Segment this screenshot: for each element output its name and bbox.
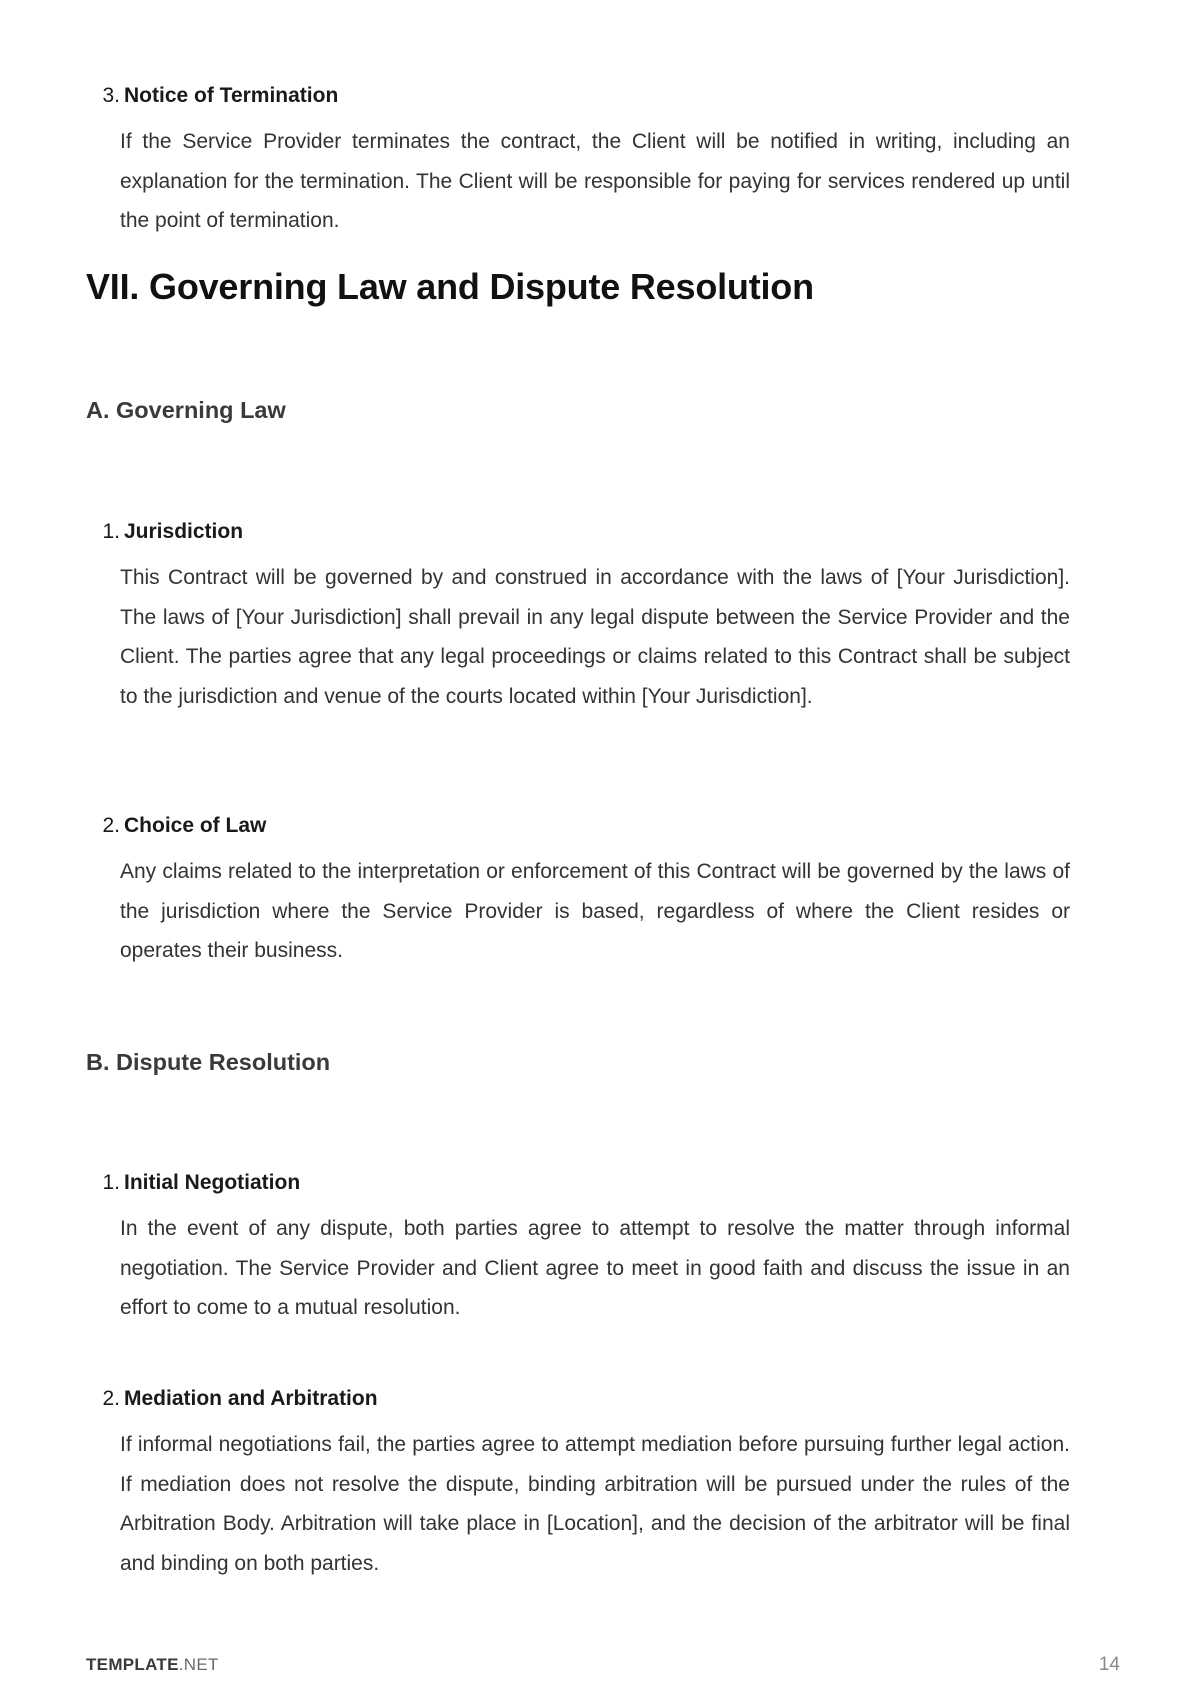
list-number: 1. xyxy=(102,520,120,543)
list-item-title: Jurisdiction xyxy=(124,520,244,543)
list-item-heading xyxy=(86,519,1070,545)
list-number: 1. xyxy=(102,1171,120,1194)
list-item-body: If informal negotiations fail, the parties agree to attempt mediation before pursuing further legal action. If mediation does not resolve the dispute, binding arbitration will be pursued under the rules of the Arbitration Body. Arbitration will take place in [Location], and the decision of the arbitrator will be final and binding on both parties. xyxy=(120,1433,1070,1575)
mediation-and-arbitration-item xyxy=(86,1386,1070,1583)
list-item-heading xyxy=(86,1386,1070,1412)
subsection-heading-dispute-resolution: B. Dispute Resolution xyxy=(86,1049,331,1075)
list-item-heading xyxy=(86,813,1070,839)
list-number: 2. xyxy=(102,814,120,837)
footer-brand-logo xyxy=(86,1655,219,1675)
list-item-title: Initial Negotiation xyxy=(124,1171,301,1194)
page-number: 14 xyxy=(1098,1654,1120,1675)
list-item-body: If the Service Provider terminates the contract, the Client will be notified in writing, including an explanation for the termination. The Client will be responsible for paying for services rendered up until the point of termination. xyxy=(120,130,1070,232)
brand-name-suffix: .NET xyxy=(178,1655,219,1674)
initial-negotiation-item xyxy=(86,1170,1070,1328)
list-number: 3. xyxy=(102,84,120,107)
list-item-heading xyxy=(86,1170,1070,1196)
subsection-heading-governing-law: A. Governing Law xyxy=(86,397,286,423)
list-item-body: In the event of any dispute, both parties agree to attempt to resolve the matter through informal negotiation. The Service Provider and Client agree to meet in good faith and discuss the issue in an effort to come to a mutual resolution. xyxy=(120,1217,1070,1319)
section-heading: VII. Governing Law and Dispute Resolution xyxy=(86,266,814,307)
jurisdiction-item xyxy=(86,519,1070,716)
list-item-title: Notice of Termination xyxy=(124,84,339,107)
brand-name-bold: TEMPLATE xyxy=(86,1655,179,1674)
choice-of-law-item xyxy=(86,813,1070,971)
list-item-body: Any claims related to the interpretation or enforcement of this Contract will be governed by the laws of the jurisdiction where the Service Provider is based, regardless of where the Client resides or operates their business. xyxy=(120,860,1070,962)
notice-of-termination-item xyxy=(86,83,1070,241)
list-number: 2. xyxy=(102,1387,120,1410)
list-item-title: Mediation and Arbitration xyxy=(124,1387,378,1410)
list-item-heading xyxy=(86,83,1070,109)
list-item-title: Choice of Law xyxy=(124,814,267,837)
list-item-body: This Contract will be governed by and construed in accordance with the laws of [Your Jurisdiction]. The laws of [Your Jurisdiction] shall prevail in any legal dispute between the Service Provider and the Client. The parties agree that any legal proceedings or claims related to this Contract shall be subject to the jurisdiction and venue of the courts located within [Your Jurisdiction]. xyxy=(120,566,1070,708)
